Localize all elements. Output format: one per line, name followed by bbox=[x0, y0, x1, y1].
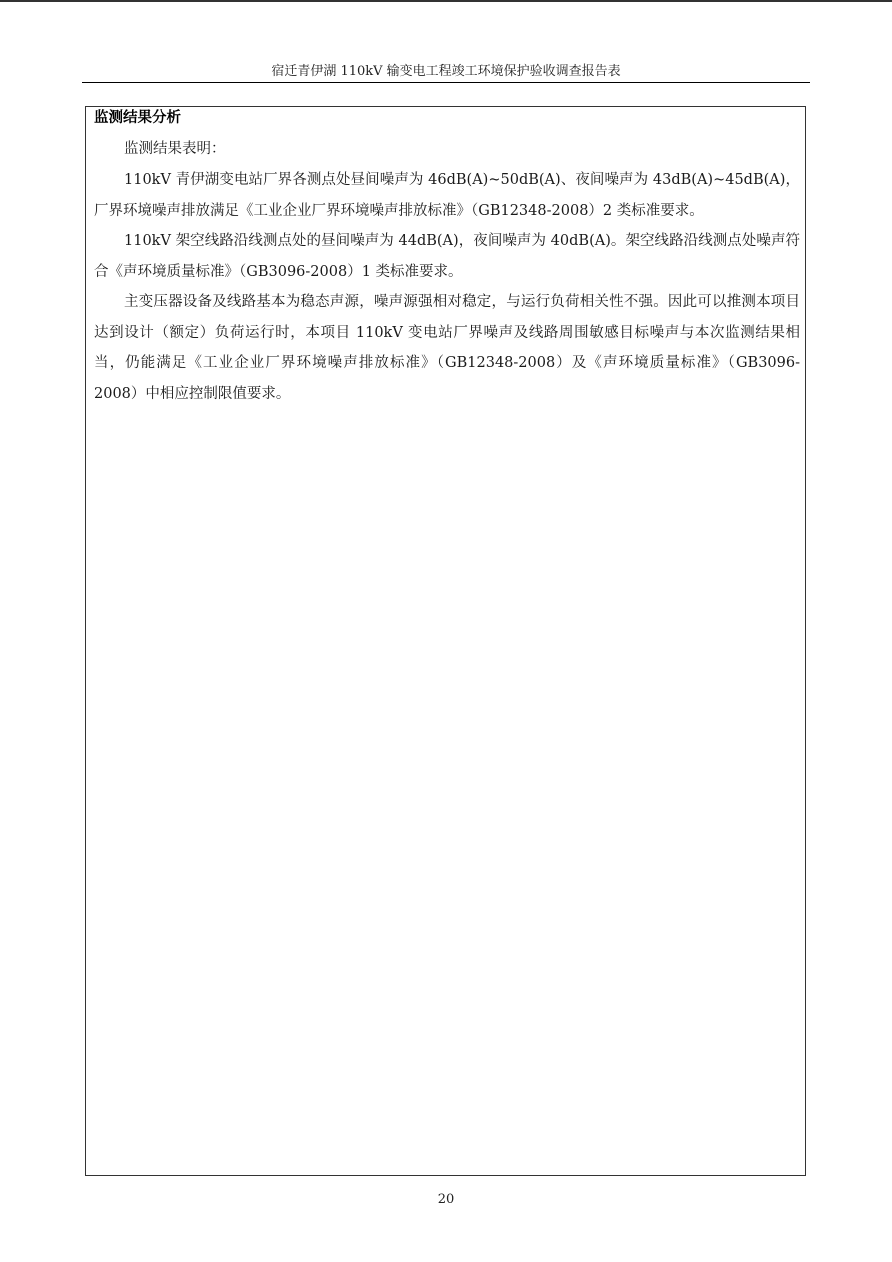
page-number: 20 bbox=[437, 1192, 455, 1207]
paragraph-conclusion: 主变压器设备及线路基本为稳态声源，噪声源强相对稳定，与运行负荷相关性不强。因此可以推测本项目达到设计（额定）负荷运行时，本项目 110kV 变电站厂界噪声及线路周围敏感目标噪声与本次监测结果相当，仍能满足《工业企业厂界环境噪声排放标准》（GB12348-2008）及《声环境质量标准》（GB3096-2008）中相应控制限值要求。 bbox=[94, 294, 800, 402]
paragraph-line-noise: 110kV 架空线路沿线测点处的昼间噪声为 44dB(A)，夜间噪声为 40dB(A)。架空线路沿线测点处噪声符合《声环境质量标准》（GB3096-2008）1 类标准要求。 bbox=[94, 233, 800, 280]
running-header: 宿迁青伊湖 110kV 输变电工程竣工环境保护验收调查报告表 bbox=[271, 64, 621, 79]
header-rule bbox=[82, 82, 810, 83]
paragraph-substation-noise: 110kV 青伊湖变电站厂界各测点处昼间噪声为 46dB(A)~50dB(A)、夜间噪声为 43dB(A)~45dB(A)，厂界环境噪声排放满足《工业企业厂界环境噪声排放标准》（GB12348-2008）2 类标准要求。 bbox=[94, 172, 800, 219]
paragraph-intro: 监测结果表明： bbox=[124, 141, 226, 157]
section-title: 监测结果分析 bbox=[94, 110, 181, 126]
page-top-edge bbox=[0, 0, 892, 2]
